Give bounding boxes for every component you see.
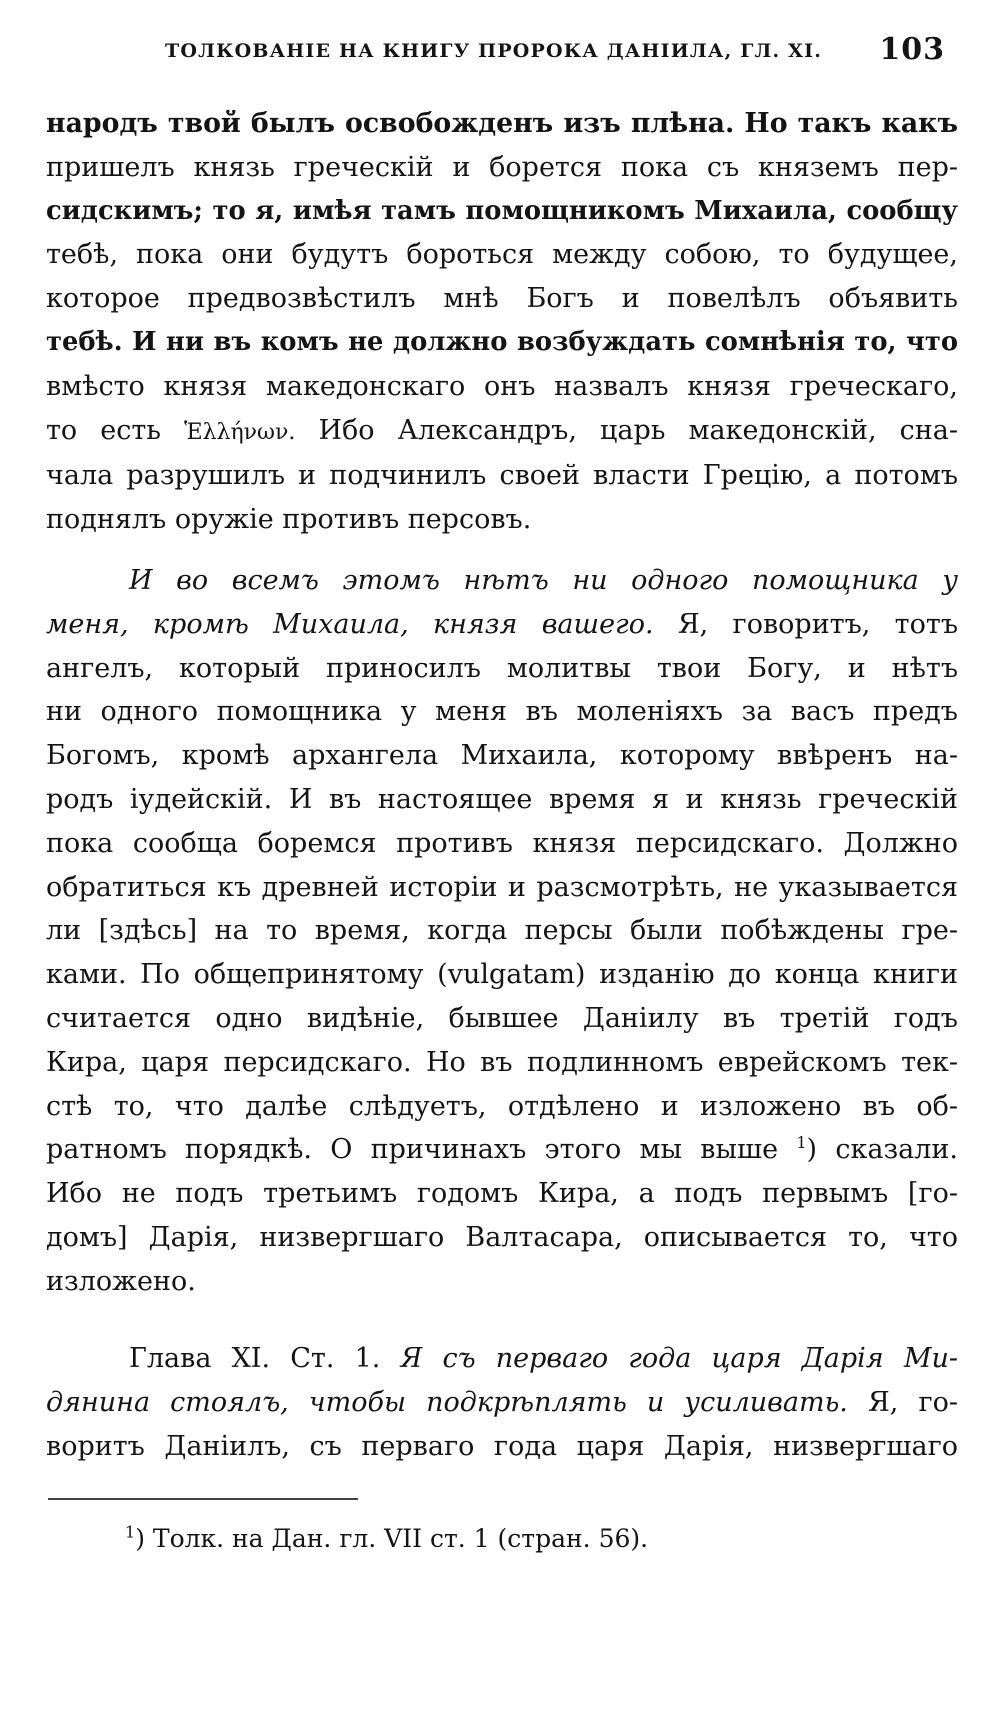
footnote: [125, 1524, 648, 1553]
text-line: воритъ Даніилъ, съ перваго года царя Дарія, низвергшаго: [46, 1430, 958, 1462]
verse-quote-line: И во всемъ этомъ нѣтъ ни одного помощника у: [129, 565, 958, 596]
text-line: [46, 1128, 958, 1172]
text-line: ками. По общепринятому (vulgatam) изданію до конца книги: [46, 959, 958, 991]
text-fragment: ) сказали.: [806, 1134, 959, 1166]
text-line: тебѣ. И ни въ комъ не должно возбуждать сомнѣнія то, что: [46, 326, 958, 357]
text-line: поднялъ оружіе противъ персовъ.: [46, 504, 532, 536]
footnote-divider: [48, 1498, 358, 1500]
text-line: [46, 603, 958, 647]
text-line: домъ] Дарія, низвергшаго Валтасара, описывается то, что: [46, 1221, 958, 1253]
text-line: пока сообща боремся противъ князя персидскаго. Должно: [46, 827, 958, 859]
paragraph-commentary-continuation: [46, 102, 958, 542]
text-line: народъ твой былъ освобожденъ изъ плѣна. Но такъ какъ: [46, 108, 958, 139]
text-line: [46, 1381, 958, 1425]
footnote-marker: 1: [125, 1522, 136, 1542]
verse-quote-fragment: Я съ перваго года царя Дарія Ми-: [400, 1343, 958, 1374]
running-head: [165, 32, 945, 72]
footnote-reference: 1: [796, 1133, 807, 1153]
text-line: [46, 1337, 958, 1381]
text-line: ни одного помощника у меня въ моленіяхъ за васъ предъ: [46, 696, 958, 728]
text-line: вмѣсто князя македонскаго онъ назвалъ князя греческаго,: [46, 370, 958, 402]
verse-quote-fragment: дянина стоялъ, чтобы подкрѣплять и усиливать.: [46, 1386, 848, 1418]
text-line: сидскимъ; то я, имѣя тамъ помощникомъ Михаила, сообщу: [46, 195, 958, 226]
text-line: изложено.: [46, 1265, 196, 1297]
text-fragment: Я, го-: [867, 1386, 958, 1418]
page-number: 103: [879, 32, 945, 67]
running-title: ТОЛКОВАНІЕ НА КНИГУ ПРОРОКА ДАНІИЛА, ГЛ. XI.: [165, 40, 823, 62]
text-fragment: Я, говоритъ, тотъ: [677, 608, 958, 640]
text-line: стѣ то, что далѣе слѣдуетъ, отдѣлено и изложено въ об-: [46, 1090, 958, 1122]
chapter-verse-reference: Глава XI. Ст. 1.: [129, 1343, 381, 1374]
text-line: Ибо не подъ третьимъ годомъ Кира, а подъ первымъ [го-: [46, 1178, 958, 1210]
text-fragment: Ибо Александръ, царь македонскій, сна-: [318, 414, 959, 446]
text-fragment: то есть: [46, 414, 162, 446]
paragraph-chapter-11: [46, 1337, 958, 1468]
text-line: Богомъ, кромѣ архангела Михаила, которому ввѣренъ на-: [46, 740, 958, 772]
text-line: считается одно видѣніе, бывшее Даніилу въ третій годъ: [46, 1002, 958, 1034]
greek-word: Ἑλλήνων.: [184, 419, 296, 445]
text-fragment: ратномъ порядкѣ. О причинахъ этого мы выше: [46, 1134, 779, 1166]
text-line: [46, 409, 958, 455]
text-line: родъ іудейскій. И въ настоящее время я и князь греческій: [46, 783, 958, 815]
verse-quote-fragment: меня, кромѣ Михаила, князя вашего.: [46, 608, 654, 640]
text-line: ли [здѣсь] на то время, когда персы были побѣждены гре-: [46, 915, 958, 947]
text-line: которое предвозвѣстилъ мнѣ Богъ и повелѣлъ объявить: [46, 283, 958, 315]
text-line: Кира, царя персидскаго. Но въ подлинномъ еврейскомъ тек-: [46, 1046, 958, 1078]
footnote-text: ) Толк. на Дан. гл. VII ст. 1 (стран. 56).: [135, 1524, 649, 1553]
paragraph-verse-commentary: [46, 559, 958, 1304]
text-line: пришелъ князь греческій и борется пока съ княземъ пер-: [46, 151, 958, 183]
text-line: ангелъ, который приносилъ молитвы твои Богу, и нѣтъ: [46, 652, 958, 684]
text-line: тебѣ, пока они будутъ бороться между собою, то будущее,: [46, 239, 958, 271]
text-line: чала разрушилъ и подчинилъ своей власти Грецію, а потомъ: [46, 460, 958, 492]
text-line: обратиться къ древней исторіи и разсмотрѣть, не указывается: [46, 871, 958, 903]
